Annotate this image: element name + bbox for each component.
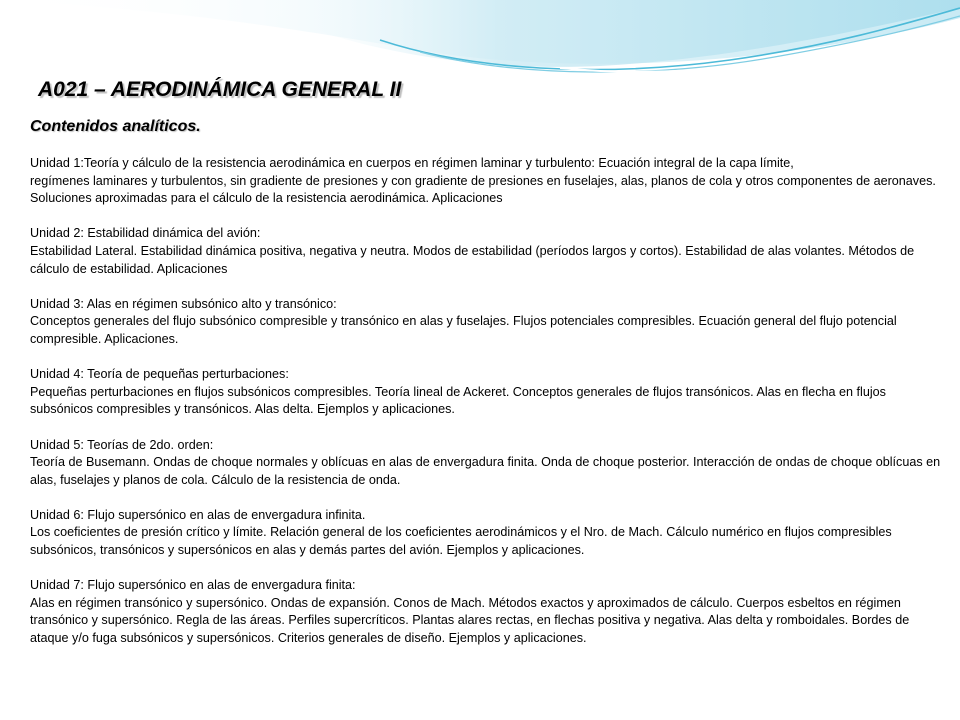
unit-body: Estabilidad Lateral. Estabilidad dinámica positiva, negativa y neutra. Modos de estabilidad (períodos largos y cortos). Estabilidad de alas volantes. Métodos de cálculo de estabilidad. Aplicaciones <box>30 243 915 276</box>
unit-heading: Unidad 2: Estabilidad dinámica del avión: <box>30 226 261 241</box>
unit-heading: Unidad 4: Teoría de pequeñas perturbaciones: <box>30 367 289 382</box>
unit-body: Teoría de Busemann. Ondas de choque normales y oblícuas en alas de envergadura finita. Onda de choque posterior. Interacción de ondas de choque oblícuas en alas, fuselajes y planos de cola. Cálculo de la resistencia de onda. <box>30 455 941 487</box>
unit-7 <box>30 577 942 647</box>
unit-heading: Unidad 7: Flujo supersónico en alas de envergadura finita: <box>30 578 356 593</box>
slide-title: A021 – AERODINÁMICA GENERAL II <box>38 78 402 101</box>
unit-1 <box>30 155 942 208</box>
unit-heading: Unidad 1:Teoría y cálculo de la resistencia aerodinámica en cuerpos en régimen laminar y turbulento: Ecuación integral de la capa límite, <box>30 156 794 170</box>
unit-2 <box>30 225 942 278</box>
unit-heading: Unidad 6: Flujo supersónico en alas de envergadura infinita. <box>30 507 366 522</box>
unit-body: Conceptos generales del flujo subsónico compresible y transónico en alas y fuselajes. Flujos potenciales compresibles. Ecuación general del flujo potencial compresible. Aplicaciones. <box>30 314 897 346</box>
unit-heading: Unidad 5: Teorías de 2do. orden: <box>30 437 214 452</box>
unit-body: Pequeñas perturbaciones en flujos subsónicos compresibles. Teoría lineal de Ackeret. Conceptos generales de flujos transónicos. Alas en flecha en flujos subsónicos compresibles y transónicos. Alas delta. Ejemplos y aplicaciones. <box>30 384 886 417</box>
unit-5 <box>30 437 942 490</box>
unit-body: Alas en régimen transónico y supersónico. Ondas de expansión. Conos de Mach. Métodos exactos y aproximados de cálculo. Cuerpos esbeltos en régimen transónico y supersónico. Regla de las áreas. Perfiles supercríticos. Plantas alares rectas, en flechas positiva y negativa. Alas delta y romboidales. Bordes de ataque y/o fuga subsónicos y supersónicos. Criterios generales de diseño. Ejemplos y aplicaciones. <box>30 595 910 646</box>
course-contents <box>30 155 942 665</box>
unit-3 <box>30 296 942 349</box>
unit-4 <box>30 366 942 419</box>
slide-subtitle: Contenidos analíticos. <box>30 118 201 135</box>
unit-heading: Unidad 3: Alas en régimen subsónico alto y transónico: <box>30 296 337 311</box>
unit-body: Los coeficientes de presión crítico y límite. Relación general de los coeficientes aerodinámicos y el Nro. de Mach. Cálculo numérico en flujos compresibles subsónicos, transónicos y supersónicos en alas y demás partes del avión. Ejemplos y aplicaciones. <box>30 525 892 558</box>
unit-6 <box>30 507 942 560</box>
unit-body: regímenes laminares y turbulentos, sin gradiente de presiones y con gradiente de presiones en fuselajes, alas, planos de cola y otros componentes de aeronaves. Soluciones aproximadas para el cálculo de la resistencia aerodinámica. Aplicaciones <box>30 173 936 206</box>
